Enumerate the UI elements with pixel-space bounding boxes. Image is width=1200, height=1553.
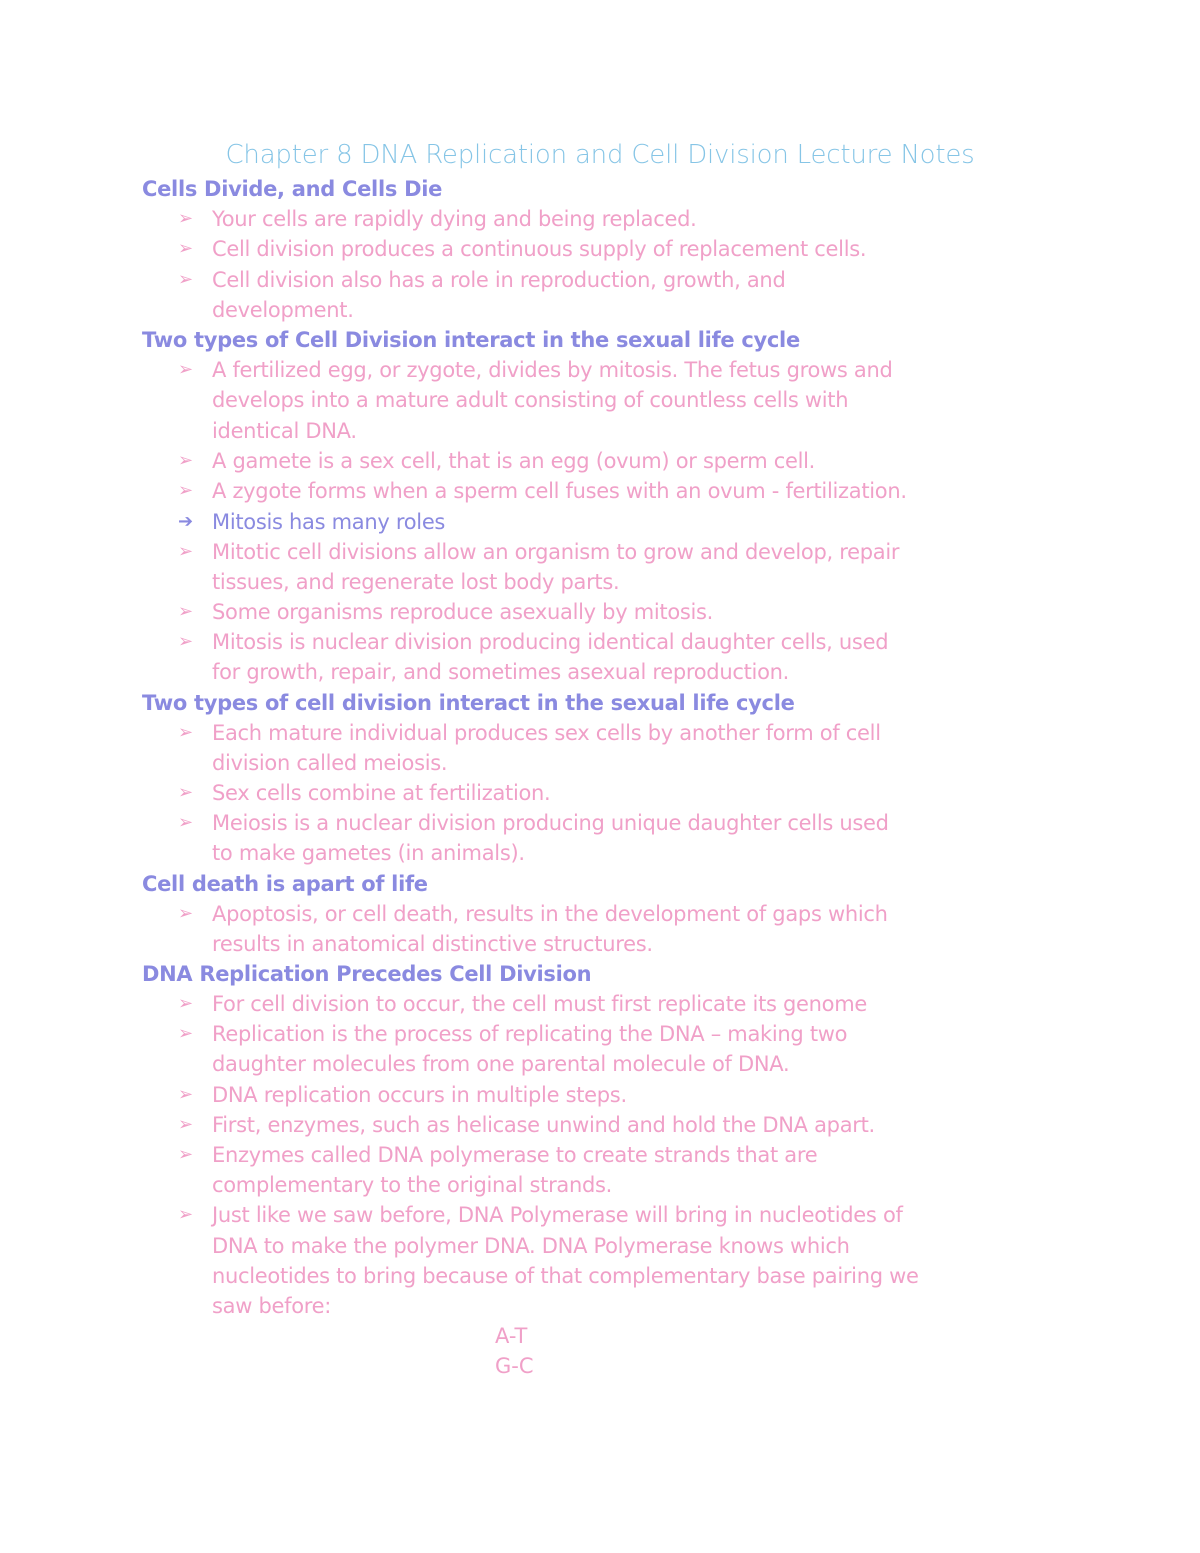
item-text: daughter molecules from one parental molecule of DNA. [212, 1052, 790, 1076]
section-heading: Two types of Cell Division interact in the sexual life cycle [142, 328, 800, 352]
arrow-bullet-icon: ➔ [178, 511, 194, 532]
item-text: division called meiosis. [212, 751, 448, 775]
arrowhead-bullet-icon: ➢ [178, 722, 194, 743]
arrowhead-bullet-icon: ➢ [178, 1023, 194, 1044]
item-text: Mitosis is nuclear division producing identical daughter cells, used [212, 630, 889, 654]
base-pair: A-T [495, 1324, 528, 1348]
item-text: Apoptosis, or cell death, results in the development of gaps which [212, 902, 888, 926]
item-text: tissues, and regenerate lost body parts. [212, 570, 620, 594]
item-text: Just like we saw before, DNA Polymerase will bring in nucleotides of [212, 1203, 903, 1227]
item-text: Cell division produces a continuous supply of replacement cells. [212, 237, 867, 261]
arrowhead-bullet-icon: ➢ [178, 782, 194, 803]
arrowhead-bullet-icon: ➢ [178, 631, 194, 652]
arrowhead-bullet-icon: ➢ [178, 601, 194, 622]
item-text: Enzymes called DNA polymerase to create strands that are [212, 1143, 818, 1167]
item-text: Mitosis has many roles [212, 510, 446, 534]
item-text: Replication is the process of replicating the DNA – making two [212, 1022, 848, 1046]
arrowhead-bullet-icon: ➢ [178, 903, 194, 924]
section-heading: Cell death is apart of life [142, 872, 428, 896]
arrowhead-bullet-icon: ➢ [178, 1114, 194, 1135]
item-text: A fertilized egg, or zygote, divides by mitosis. The fetus grows and [212, 358, 893, 382]
base-pair: G-C [495, 1354, 534, 1378]
arrowhead-bullet-icon: ➢ [178, 359, 194, 380]
arrowhead-bullet-icon: ➢ [178, 993, 194, 1014]
arrowhead-bullet-icon: ➢ [178, 238, 194, 259]
item-text: develops into a mature adult consisting of countless cells with [212, 388, 849, 412]
item-text: Mitotic cell divisions allow an organism to grow and develop, repair [212, 540, 900, 564]
item-text: Each mature individual produces sex cells by another form of cell [212, 721, 881, 745]
section-heading: Two types of cell division interact in the sexual life cycle [142, 691, 795, 715]
arrowhead-bullet-icon: ➢ [178, 480, 194, 501]
arrowhead-bullet-icon: ➢ [178, 1084, 194, 1105]
item-text: Your cells are rapidly dying and being replaced. [212, 207, 697, 231]
arrowhead-bullet-icon: ➢ [178, 1204, 194, 1225]
section-heading: DNA Replication Precedes Cell Division [142, 962, 592, 986]
item-text: DNA to make the polymer DNA. DNA Polymerase knows which [212, 1234, 850, 1258]
section-heading: Cells Divide, and Cells Die [142, 177, 443, 201]
item-text: First, enzymes, such as helicase unwind and hold the DNA apart. [212, 1113, 875, 1137]
item-text: saw before: [212, 1294, 332, 1318]
item-text: development. [212, 298, 354, 322]
item-text: Meiosis is a nuclear division producing unique daughter cells used [212, 811, 889, 835]
item-text: Some organisms reproduce asexually by mitosis. [212, 600, 714, 624]
page-title: Chapter 8 DNA Replication and Cell Division Lecture Notes [225, 140, 975, 170]
item-text: For cell division to occur, the cell must first replicate its genome [212, 992, 868, 1016]
item-text: A zygote forms when a sperm cell fuses with an ovum - fertilization. [212, 479, 907, 503]
item-text: A gamete is a sex cell, that is an egg (ovum) or sperm cell. [212, 449, 816, 473]
item-text: Cell division also has a role in reproduction, growth, and [212, 268, 786, 292]
arrowhead-bullet-icon: ➢ [178, 269, 194, 290]
arrowhead-bullet-icon: ➢ [178, 1144, 194, 1165]
arrowhead-bullet-icon: ➢ [178, 450, 194, 471]
item-text: complementary to the original strands. [212, 1173, 613, 1197]
item-text: results in anatomical distinctive structures. [212, 932, 653, 956]
item-text: to make gametes (in animals). [212, 841, 525, 865]
item-text: identical DNA. [212, 419, 357, 443]
item-text: Sex cells combine at fertilization. [212, 781, 551, 805]
arrowhead-bullet-icon: ➢ [178, 812, 194, 833]
arrowhead-bullet-icon: ➢ [178, 541, 194, 562]
item-text: nucleotides to bring because of that complementary base pairing we [212, 1264, 919, 1288]
item-text: DNA replication occurs in multiple steps. [212, 1083, 627, 1107]
arrowhead-bullet-icon: ➢ [178, 208, 194, 229]
item-text: for growth, repair, and sometimes asexual reproduction. [212, 660, 789, 684]
